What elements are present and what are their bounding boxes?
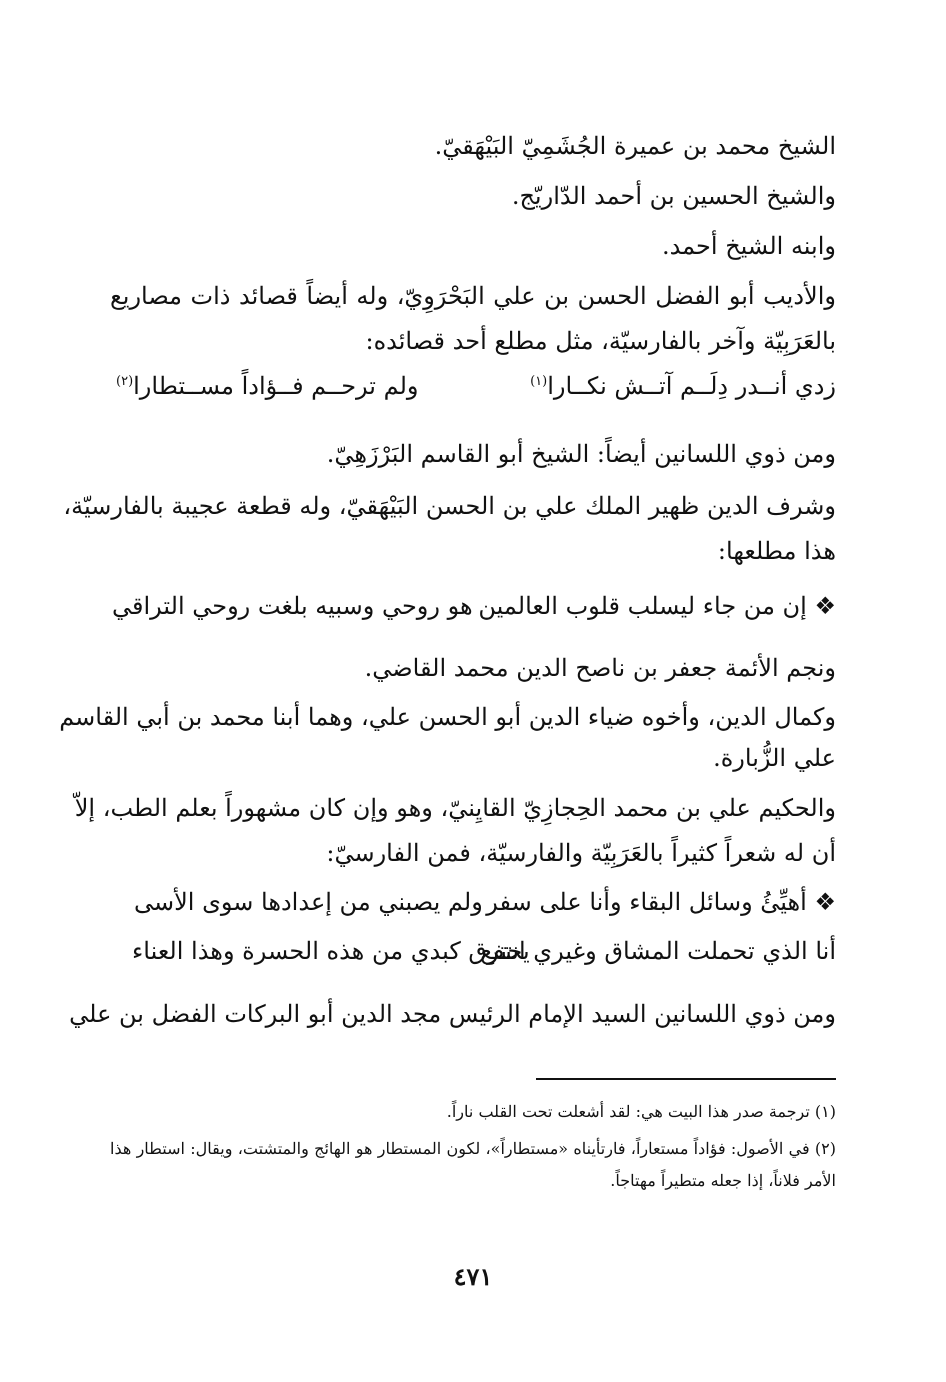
footnote: (٢) في الأصول: فؤاداً مستعاراً، فارتأيناه «مستطاراً»، لكون المستطار هو الهائج والمتشتت، ويقال: استطار هذا <box>110 1139 836 1158</box>
verse-hemistich-second: يحترق كبدي من هذه الحسرة وهذا العناء <box>132 937 530 965</box>
text-line: وشرف الدين ظهير الملك علي بن الحسن البَيْهَقيّ، وله قطعة عجيبة بالفارسيّة، <box>63 492 836 520</box>
footnote-marker: (١) <box>530 374 548 389</box>
verse-hemistich-first: أنا الذي تحملت المشاق وغيري انتفع <box>480 937 836 965</box>
footnote: الأمر فلاناً، إذا جعله متطيراً مهتاجاً. <box>610 1171 836 1190</box>
verse-hemistich-second: ولم ترحــم فــؤاداً مســتطارا$^{(٢)}$ <box>116 372 419 400</box>
page-number: ٤٧١ <box>453 1262 493 1291</box>
footnote-separator <box>536 1078 836 1080</box>
text-line: ونجم الأئمة جعفر بن ناصح الدين محمد القاضي. <box>364 654 836 682</box>
text-line: وكمال الدين، وأخوه ضياء الدين أبو الحسن علي، وهما أبنا محمد بن أبي القاسم <box>59 703 836 731</box>
text-line: والشيخ الحسين بن أحمد الدّاريّج. <box>511 182 836 210</box>
text-line: أن له شعراً كثيراً بالعَرَبِيّة والفارسيّة، فمن الفارسيّ: <box>326 839 836 867</box>
verse-hemistich-first: زدي أنــدر دِلَــم آتــش نكــارا$^{(١)}$ <box>530 372 836 400</box>
footnote-marker: (٢) <box>116 374 134 389</box>
text-line: هذا مطلعها: <box>717 537 836 565</box>
text-line: الشيخ محمد بن عميرة الجُشَمِيّ البَيْهَقيّ. <box>434 132 836 160</box>
text-line: علي الزُّبارة. <box>713 744 836 772</box>
text-line: بالعَرَبِيّة وآخر بالفارسيّة، مثل مطلع أحد قصائده: <box>365 327 836 355</box>
text-line: ومن ذوي اللسانين أيضاً: الشيخ أبو القاسم البَرْزَهِيّ. <box>326 440 836 468</box>
verse-hemistich-second: ولم يصبني من إعدادها سوى الأسى <box>134 888 483 916</box>
verse-hemistich-first: ❖ إن من جاء ليسلب قلوب العالمين <box>478 592 836 620</box>
text-line: والأديب أبو الفضل الحسن بن علي البَحْرَوِيّ، وله أيضاً قصائد ذات مصاريع <box>110 282 836 310</box>
verse-hemistich-first: ❖ أهيِّئُ وسائل البقاء وأنا على سفر <box>486 888 836 916</box>
footnote: (١) ترجمة صدر هذا البيت هي: لقد أشعلت تحت القلب ناراً. <box>446 1102 836 1121</box>
text-line: والحكيم علي بن محمد الحِجازِيّ القايِنيّ، وهو وإن كان مشهوراً بعلم الطب، إلاّ <box>74 794 836 822</box>
verse-hemistich-second: هو روحي وسبيه بلغت روحي التراقي <box>112 592 473 620</box>
text-line: وابنه الشيخ أحمد. <box>661 232 836 260</box>
text-line: ومن ذوي اللسانين السيد الإمام الرئيس مجد الدين أبو البركات الفضل بن علي <box>69 1000 836 1028</box>
